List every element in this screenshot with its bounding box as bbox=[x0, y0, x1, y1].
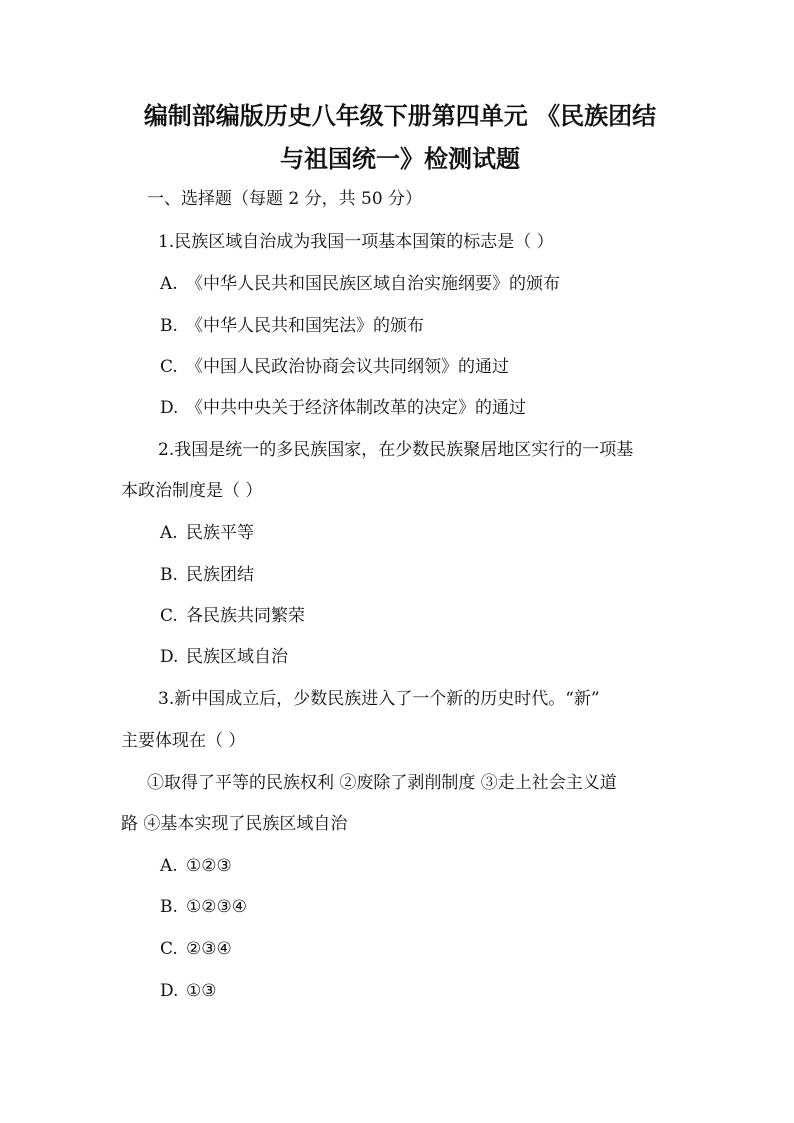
option-text: 《中国人民政治协商会议共同纲领》的通过 bbox=[186, 357, 509, 377]
option-label: A. bbox=[160, 523, 178, 543]
option-text: ①②③④ bbox=[186, 897, 247, 917]
question-2-option-b bbox=[160, 567, 254, 584]
option-label: D. bbox=[160, 398, 179, 418]
option-text: 民族区域自治 bbox=[186, 647, 288, 667]
option-label: C. bbox=[160, 357, 178, 377]
option-label: C. bbox=[160, 939, 178, 959]
option-label: C. bbox=[160, 606, 178, 626]
option-label: B. bbox=[160, 897, 178, 917]
option-text: 民族平等 bbox=[186, 523, 254, 543]
option-text: ①③ bbox=[186, 981, 217, 1001]
question-3-option-c bbox=[160, 941, 232, 958]
question-1-option-b bbox=[160, 318, 424, 335]
option-label: A. bbox=[160, 856, 178, 876]
option-text: ①②③ bbox=[186, 856, 232, 876]
option-text: 《中共中央关于经济体制改革的决定》的通过 bbox=[186, 398, 526, 418]
option-label: B. bbox=[160, 565, 178, 585]
question-3-stem-line-2: 主要体现在（ ） bbox=[121, 731, 246, 751]
question-1-option-a bbox=[160, 276, 560, 293]
question-3-stem-line-1: 3.新中国成立后，少数民族进入了一个新的历史时代。“新” bbox=[158, 689, 600, 709]
question-3-option-b bbox=[160, 899, 247, 916]
option-text: 民族团结 bbox=[186, 565, 254, 585]
option-label: A. bbox=[160, 274, 178, 294]
question-1-stem: 1.民族区域自治成为我国一项基本国策的标志是（ ） bbox=[158, 232, 554, 252]
document-title-line-2: 与祖国统一》检测试题 bbox=[280, 145, 520, 173]
option-label: B. bbox=[160, 316, 178, 336]
question-3-statements-line-2: 路 ④基本实现了民族区域自治 bbox=[121, 814, 348, 834]
question-2-option-c bbox=[160, 608, 305, 625]
document-title-line-1: 编制部编版历史八年级下册第四单元 《民族团结 bbox=[143, 102, 657, 130]
question-3-statements-line-1: ①取得了平等的民族权利 ②废除了剥削制度 ③走上社会主义道 bbox=[147, 773, 617, 793]
option-text: 《中华人民共和国民族区域自治实施纲要》的颁布 bbox=[186, 274, 560, 294]
option-text: ②③④ bbox=[186, 939, 232, 959]
section-heading: 一、选择题（每题 2 分，共 50 分） bbox=[147, 189, 423, 209]
option-text: 《中华人民共和国宪法》的颁布 bbox=[186, 316, 424, 336]
option-label: D. bbox=[160, 981, 179, 1001]
option-label: D. bbox=[160, 647, 179, 667]
option-text: 各民族共同繁荣 bbox=[186, 606, 305, 626]
question-2-stem-line-1: 2.我国是统一的多民族国家，在少数民族聚居地区实行的一项基 bbox=[158, 440, 634, 460]
question-3-option-d bbox=[160, 983, 216, 1000]
question-1-option-d bbox=[160, 400, 526, 417]
question-3-option-a bbox=[160, 858, 232, 875]
question-2-option-d bbox=[160, 649, 288, 666]
question-2-stem-line-2: 本政治制度是（ ） bbox=[121, 481, 263, 501]
question-1-option-c bbox=[160, 359, 509, 376]
question-2-option-a bbox=[160, 525, 254, 542]
